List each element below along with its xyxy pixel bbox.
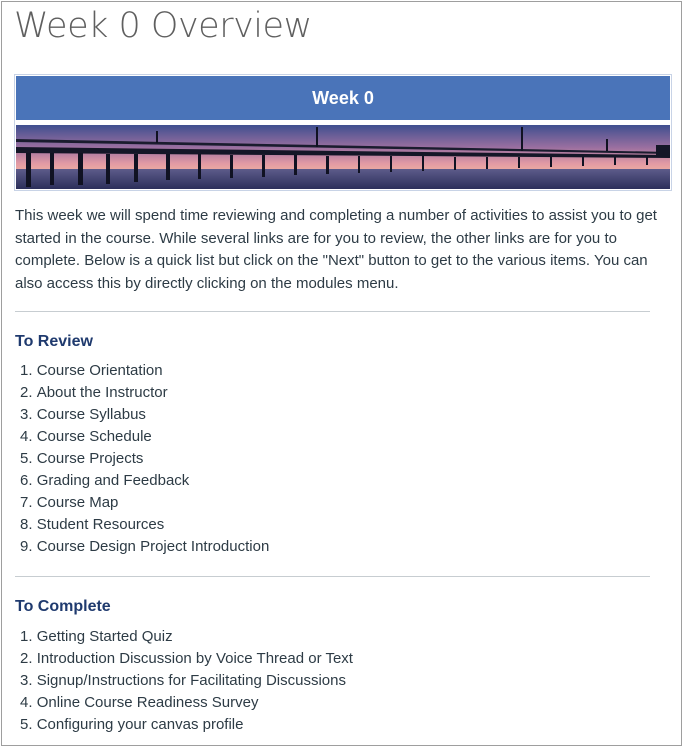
- review-link[interactable]: Course Orientation: [36, 362, 163, 379]
- review-link[interactable]: Course Design Project Introduction: [36, 538, 270, 555]
- list-number: 3.: [20, 672, 37, 689]
- to-complete-list: [20, 626, 353, 736]
- list-number: 7.: [20, 494, 37, 511]
- review-link[interactable]: Student Resources: [36, 516, 165, 533]
- review-link[interactable]: Course Map: [36, 494, 119, 511]
- list-item: [20, 670, 353, 692]
- to-complete-heading: To Complete: [15, 598, 111, 615]
- review-link[interactable]: Course Projects: [36, 450, 144, 467]
- list-number: 5.: [20, 716, 37, 733]
- list-item: [20, 448, 269, 470]
- review-link[interactable]: Course Syllabus: [36, 406, 146, 423]
- list-item: [20, 404, 269, 426]
- complete-link[interactable]: Configuring your canvas profile: [36, 716, 244, 733]
- list-item: [20, 382, 269, 404]
- list-number: 8.: [20, 516, 37, 533]
- week-banner: [14, 74, 672, 191]
- section-divider: [15, 311, 650, 312]
- list-item: [20, 536, 269, 558]
- to-review-list: [20, 360, 269, 558]
- complete-link[interactable]: Online Course Readiness Survey: [36, 694, 259, 711]
- list-number: 4.: [20, 428, 37, 445]
- complete-link[interactable]: Getting Started Quiz: [36, 628, 173, 645]
- list-item: [20, 626, 353, 648]
- review-link[interactable]: Grading and Feedback: [36, 472, 190, 489]
- list-item: [20, 714, 353, 736]
- pier-sunset-image: [16, 125, 670, 189]
- list-item: [20, 492, 269, 514]
- list-item: [20, 692, 353, 714]
- banner-title-bar: [16, 76, 670, 120]
- banner-title: Week 0: [312, 87, 374, 108]
- list-item: [20, 470, 269, 492]
- list-number: 5.: [20, 450, 37, 467]
- list-number: 3.: [20, 406, 37, 423]
- complete-link[interactable]: Signup/Instructions for Facilitating Discussions: [36, 672, 346, 689]
- intro-paragraph: This week we will spend time reviewing and completing a number of activities to assist you to get started in the course. While several links are for you to review, the other links are for you to complete. Below is a quick list but click on the "Next" button to get to the various items. You can also access this by directly clicking on the modules menu.: [15, 207, 657, 292]
- section-divider: [15, 576, 650, 577]
- list-number: 1.: [20, 362, 37, 379]
- list-item: [20, 426, 269, 448]
- page-title: Week 0 Overview: [14, 6, 312, 46]
- list-number: 4.: [20, 694, 37, 711]
- complete-link[interactable]: Introduction Discussion by Voice Thread or Text: [36, 650, 353, 667]
- content-frame: [1, 1, 682, 746]
- review-link[interactable]: About the Instructor: [36, 384, 168, 401]
- to-review-heading: To Review: [15, 333, 93, 350]
- list-item: [20, 648, 353, 670]
- list-number: 1.: [20, 628, 37, 645]
- list-number: 6.: [20, 472, 37, 489]
- list-item: [20, 360, 269, 382]
- list-number: 9.: [20, 538, 37, 555]
- list-item: [20, 514, 269, 536]
- list-number: 2.: [20, 384, 37, 401]
- list-number: 2.: [20, 650, 37, 667]
- review-link[interactable]: Course Schedule: [36, 428, 152, 445]
